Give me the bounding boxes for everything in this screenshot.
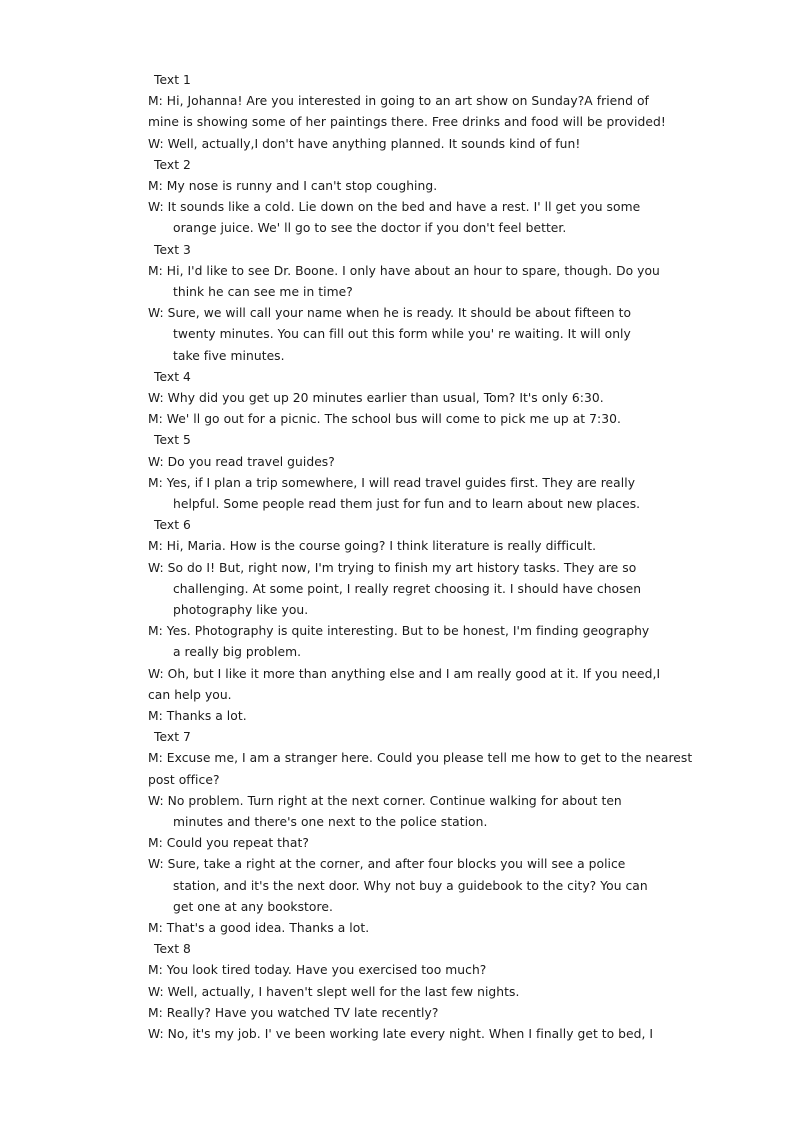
dialogue-line: M: Hi, I'd like to see Dr. Boone. I only have about an hour to spare, though. Do you [148, 263, 660, 278]
dialogue-line: M: Hi, Johanna! Are you interested in going to an art show on Sunday?A friend of [148, 94, 649, 109]
dialogue-continuation: think he can see me in time? [173, 285, 353, 299]
dialogue-line: W: It sounds like a cold. Lie down on the bed and have a rest. I' ll get you some [148, 200, 641, 215]
dialogue-line: W: Sure, we will call your name when he is ready. It should be about fifteen to [148, 306, 632, 321]
dialogue-line: M: You look tired today. Have you exercised too much? [148, 963, 487, 978]
dialogue-line: W: Well, actually, I haven't slept well for the last few nights. [148, 984, 520, 999]
dialogue-continuation: helpful. Some people read them just for fun and to learn about new places. [173, 497, 641, 511]
dialogue-line: M: Hi, Maria. How is the course going? I think literature is really difficult. [148, 539, 597, 554]
dialogue-continuation: station, and it's the next door. Why not buy a guidebook to the city? You can [173, 878, 648, 893]
dialogue-line: W: No problem. Turn right at the next corner. Continue walking for about ten [148, 793, 622, 808]
dialogue-line: mine is showing some of her paintings there. Free drinks and food will be provided! [148, 115, 666, 130]
dialogue-line: W: Sure, take a right at the corner, and after four blocks you will see a police [148, 857, 626, 872]
section-heading: Text 1 [154, 73, 191, 87]
dialogue-line: W: No, it's my job. I' ve been working late every night. When I finally get to bed, I [148, 1027, 654, 1041]
dialogue-continuation: get one at any bookstore. [173, 899, 333, 914]
dialogue-continuation: challenging. At some point, I really regret choosing it. I should have chosen [173, 581, 642, 596]
section-heading: Text 4 [154, 369, 191, 384]
dialogue-line: W: Do you read travel guides? [148, 454, 335, 469]
dialogue-line: W: So do I! But, right now, I'm trying to finish my art history tasks. They are so [148, 560, 637, 575]
dialogue-continuation: take five minutes. [173, 348, 285, 363]
section-heading: Text 2 [154, 157, 191, 172]
dialogue-continuation: twenty minutes. You can fill out this form while you' re waiting. It will only [173, 327, 631, 342]
dialogue-line: W: Well, actually,I don't have anything planned. It sounds kind of fun! [148, 136, 581, 151]
dialogue-line: M: Yes. Photography is quite interesting. But to be honest, I'm finding geography [148, 624, 650, 639]
section-heading: Text 3 [154, 242, 191, 257]
dialogue-continuation: orange juice. We' ll go to see the doctor if you don't feel better. [173, 221, 567, 236]
dialogue-line: M: Could you repeat that? [148, 836, 309, 851]
section-heading: Text 7 [154, 730, 191, 745]
section-heading: Text 5 [154, 433, 191, 448]
dialogue-line: M: We' ll go out for a picnic. The school bus will come to pick me up at 7:30. [148, 412, 621, 427]
dialogue-line: M: My nose is runny and I can't stop coughing. [148, 179, 438, 193]
dialogue-line: can help you. [148, 687, 232, 702]
section-heading: Text 8 [154, 942, 191, 957]
dialogue-line: M: Yes, if I plan a trip somewhere, I will read travel guides first. They are really [148, 475, 636, 490]
dialogue-line: M: Thanks a lot. [148, 709, 247, 723]
section-heading: Text 6 [154, 518, 191, 533]
dialogue-line: post office? [148, 772, 220, 787]
dialogue-continuation: a really big problem. [173, 645, 302, 660]
dialogue-continuation: photography like you. [173, 603, 309, 617]
dialogue-line: M: Excuse me, I am a stranger here. Could you please tell me how to get to the nearest [148, 751, 693, 766]
dialogue-line: W: Oh, but I like it more than anything else and I am really good at it. If you need,I [148, 666, 661, 681]
dialogue-line: M: Really? Have you watched TV late recently? [148, 1005, 439, 1020]
dialogue-line: W: Why did you get up 20 minutes earlier than usual, Tom? It's only 6:30. [148, 391, 604, 405]
dialogue-line: M: That's a good idea. Thanks a lot. [148, 921, 370, 935]
dialogue-continuation: minutes and there's one next to the police station. [173, 815, 488, 829]
